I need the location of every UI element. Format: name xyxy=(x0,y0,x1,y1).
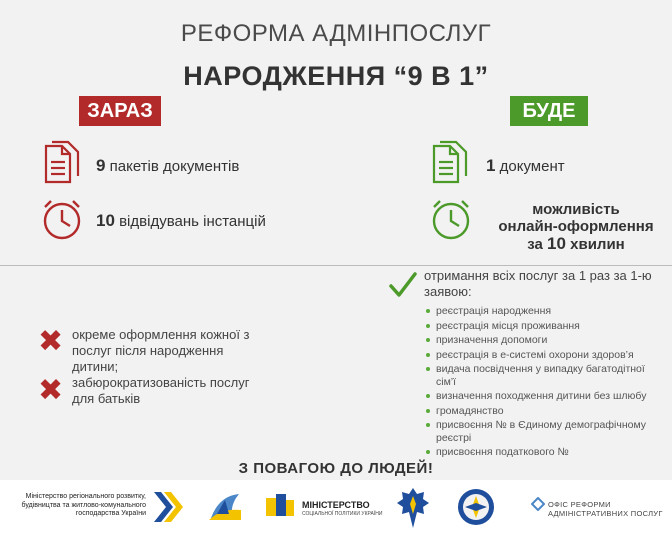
service-item: видача посвідчення у випадку багатодітної сім’ї xyxy=(426,363,662,388)
ministry-social-subtext: СОЦІАЛЬНОЇ ПОЛІТИКИ УКРАЇНИ xyxy=(302,511,383,517)
now-visits xyxy=(96,212,266,230)
page-title: НАРОДЖЕННЯ “9 В 1” xyxy=(183,61,489,91)
will-documents-text: документ xyxy=(495,158,565,175)
service-item: присвоєння податкового № xyxy=(426,446,662,459)
services-list xyxy=(426,305,662,461)
will-documents xyxy=(486,157,565,175)
document-icon xyxy=(432,140,468,184)
reform-office-logo xyxy=(531,497,545,511)
cross-icon: ✖ xyxy=(38,374,64,407)
ministry-social-text: МІНІСТЕРСТВО xyxy=(302,500,370,510)
reform-office-text: ОФІС РЕФОРМИ АДМІНІСТРАТИВНИХ ПОСЛУГ xyxy=(548,500,663,518)
service-item: призначення допомоги xyxy=(426,334,662,347)
footer-logos xyxy=(0,480,672,535)
pros-heading: отримання всіх послуг за 1 раз за 1-ю заявою: xyxy=(424,268,652,299)
will-badge: БУДЕ xyxy=(510,96,588,126)
ministry-social-logo xyxy=(264,492,296,520)
slogan: З ПОВАГОЮ ДО ЛЮДЕЙ! xyxy=(238,460,434,477)
service-item: громадянство xyxy=(426,405,662,418)
section-divider xyxy=(0,265,672,266)
now-badge: ЗАРАЗ xyxy=(79,96,161,126)
documents-icon xyxy=(44,140,80,184)
emergency-service-logo xyxy=(456,487,496,527)
now-documents xyxy=(96,157,239,175)
will-online-prefix: за xyxy=(527,236,548,253)
will-online-line1: можливість xyxy=(532,201,620,218)
service-item: реєстрація місця проживання xyxy=(426,320,662,333)
ministry-logo-blue xyxy=(207,490,243,524)
check-icon xyxy=(388,270,418,300)
service-item: реєстрація в е-системі охорони здоров’я xyxy=(426,349,662,362)
ministry-regional-logo xyxy=(152,490,184,524)
will-online-line2: онлайн-оформлення xyxy=(498,218,654,235)
ministry-regional-text: Міністерство регіонального розвитку, будівництва та житлово-комунального господарства України xyxy=(21,493,146,517)
con-item: забюрократизованість послуг для батьків xyxy=(72,375,250,406)
now-documents-text: пакетів документів xyxy=(105,158,240,175)
now-documents-count: 9 xyxy=(96,156,106,175)
clock-icon xyxy=(430,199,472,241)
service-item: визначення походження дитини без шлюбу xyxy=(426,390,662,403)
police-logo xyxy=(396,486,430,530)
will-online-minutes: 10 xyxy=(547,234,566,253)
now-visits-count: 10 xyxy=(96,211,115,230)
clock-icon xyxy=(41,199,83,241)
will-online-suffix: хвилин xyxy=(565,236,625,253)
will-online xyxy=(486,201,666,253)
con-item: окреме оформлення кожної з послуг після народження дитини; xyxy=(72,327,250,374)
service-item: реєстрація народження xyxy=(426,305,662,318)
supertitle: РЕФОРМА АДМІНПОСЛУГ xyxy=(180,20,492,47)
will-documents-count: 1 xyxy=(486,156,496,175)
now-visits-text: відвідувань інстанцій xyxy=(114,213,266,230)
service-item: присвоєння № в Єдиному демографічному реєстрі xyxy=(426,419,662,444)
cross-icon: ✖ xyxy=(38,325,64,358)
